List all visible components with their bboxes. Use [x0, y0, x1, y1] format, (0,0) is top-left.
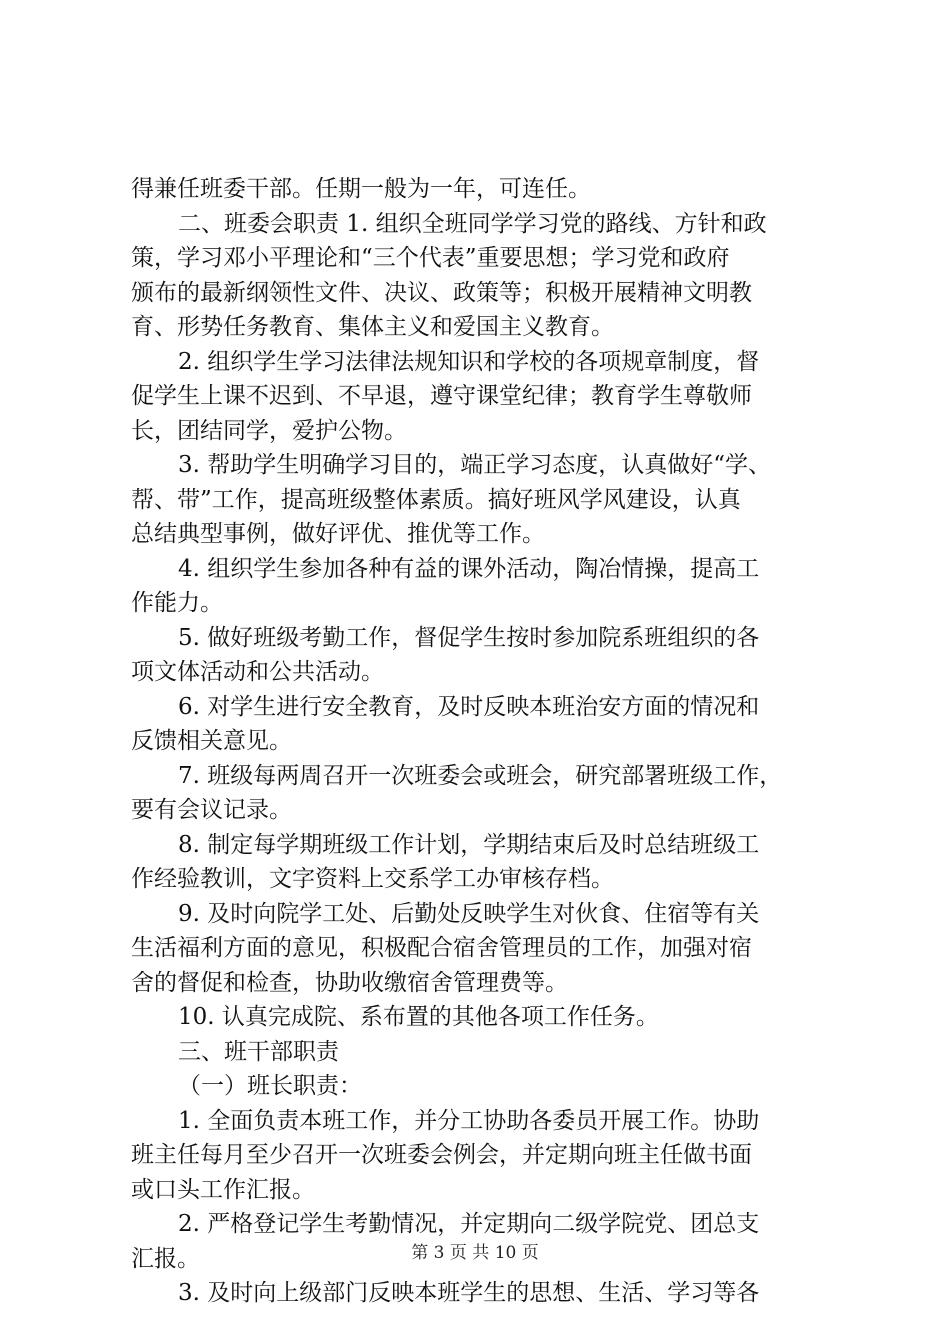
text-line: 促学生上课不迟到、不早退，遵守课堂纪律；教育学生尊敬师 — [131, 383, 752, 409]
text-line: 项文体活动和公共活动。 — [131, 659, 384, 685]
document-body — [131, 172, 841, 1311]
text-line: 2. 组织学生学习法律法规知识和学校的各项规章制度，督 — [178, 348, 760, 375]
text-line: 三、班干部职责 — [178, 1038, 339, 1065]
text-line: （一）班长职责： — [178, 1073, 362, 1099]
text-line: 3. 及时向上级部门反映本班学生的思想、生活、学习等各 — [178, 1280, 760, 1306]
text-line: 作经验教训，文字资料上交系学工办审核存档。 — [131, 866, 614, 892]
text-line: 生活福利方面的意见，积极配合宿舍管理员的工作，加强对宿 — [131, 935, 752, 961]
text-line: 6. 对学生进行安全教育，及时反映本班治安方面的情况和 — [178, 693, 760, 720]
text-line: 总结典型事例，做好评优、推优等工作。 — [131, 521, 545, 547]
text-line: 汇报。 — [131, 1245, 200, 1272]
text-line: 舍的督促和检查，协助收缴宿舍管理费等。 — [131, 969, 568, 996]
text-line: 9. 及时向院学工处、后勤处反映学生对伙食、住宿等有关 — [178, 900, 760, 927]
text-line: 7. 班级每两周召开一次班委会或班会，研究部署班级工作， — [178, 762, 783, 789]
text-line: 2. 严格登记学生考勤情况，并定期向二级学院党、团总支 — [178, 1211, 760, 1237]
text-line: 反馈相关意见。 — [131, 728, 292, 754]
text-line: 1. 全面负责本班工作，并分工协助各委员开展工作。协助 — [178, 1107, 760, 1134]
text-line: 10. 认真完成院、系布置的其他各项工作任务。 — [178, 1004, 659, 1030]
text-line: 要有会议记录。 — [131, 797, 292, 823]
text-line: 得兼任班委干部。任期一般为一年，可连任。 — [131, 176, 591, 202]
text-line: 作能力。 — [131, 590, 223, 616]
text-line: 5. 做好班级考勤工作，督促学生按时参加院系班组织的各 — [178, 624, 760, 651]
page-footer: 第 3 页 共 10 页 — [411, 1243, 539, 1263]
text-line: 3. 帮助学生明确学习目的，端正学习态度，认真做好“学、 — [178, 452, 772, 478]
text-line: 4. 组织学生参加各种有益的课外活动，陶冶情操，提高工 — [178, 555, 760, 582]
text-line: 二、班委会职责 1. 组织全班同学学习党的路线、方针和政 — [178, 210, 767, 237]
text-line: 长，团结同学，爱护公物。 — [131, 417, 407, 444]
text-line: 育、形势任务教育、集体主义和爱国主义教育。 — [131, 314, 614, 340]
text-line: 策，学习邓小平理论和“三个代表”重要思想；学习党和政府 — [131, 245, 730, 271]
text-line: 颁布的最新纲领性文件、决议、政策等；积极开展精神文明教 — [131, 279, 752, 306]
text-line: 8. 制定每学期班级工作计划，学期结束后及时总结班级工 — [178, 831, 760, 858]
text-line: 或口头工作汇报。 — [131, 1176, 315, 1203]
text-line: 帮、带”工作，提高班级整体素质。搞好班风学风建设，认真 — [131, 486, 741, 513]
text-line: 班主任每月至少召开一次班委会例会，并定期向班主任做书面 — [131, 1142, 752, 1168]
